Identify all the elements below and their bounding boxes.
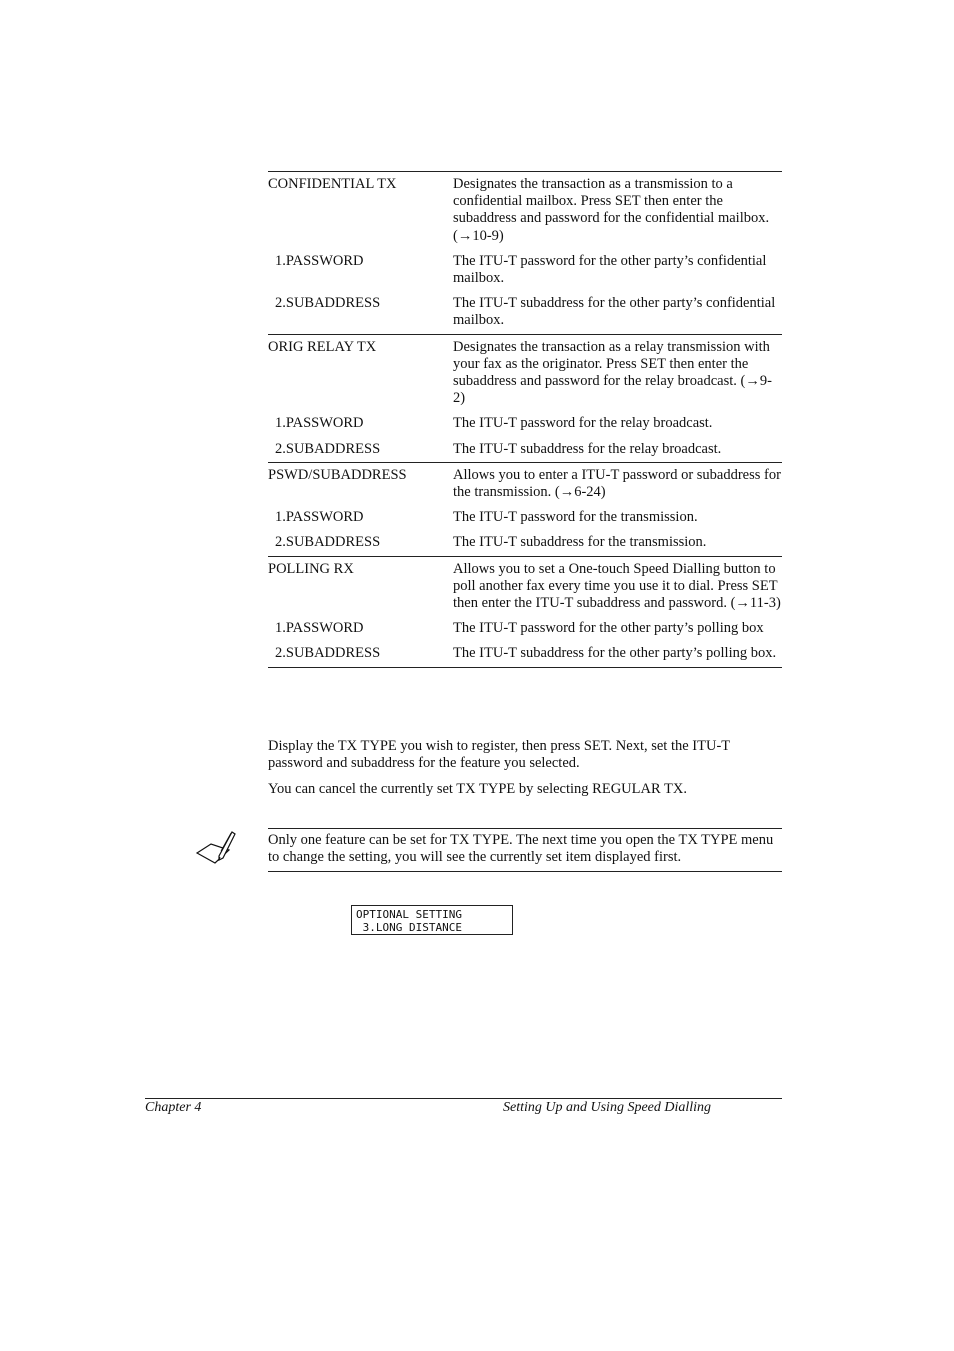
note-box: Only one feature can be set for TX TYPE. The next time you open the TX TYPE menu to change the setting, you will see the currently set item displayed first. (268, 828, 782, 872)
setting-description: Allows you to set a One-touch Speed Dialling button to poll another fax every time you use it to dial. Press SET then enter the ITU-T subaddress and password. (→11-3) (453, 560, 781, 612)
setting-term: 2.SUBADDRESS (275, 440, 381, 457)
table-row (268, 415, 782, 432)
table-row (268, 561, 782, 613)
setting-description: The ITU-T password for the transmission. (453, 509, 698, 526)
setting-term: CONFIDENTIAL TX (268, 176, 397, 192)
setting-description: The ITU-T subaddress for the transmission. (453, 534, 707, 551)
setting-term: 2.SUBADDRESS (275, 295, 381, 312)
table-row (268, 645, 782, 662)
setting-description: The ITU-T password for the other party’s polling box (453, 620, 764, 637)
setting-term: PSWD/SUBADDRESS (268, 466, 407, 483)
table-row (268, 339, 782, 408)
setting-description: The ITU-T subaddress for the other party’s confidential mailbox. (453, 295, 776, 329)
lcd-line-1: OPTIONAL SETTING (356, 908, 462, 921)
table-row (268, 620, 782, 637)
setting-term: POLLING RX (268, 560, 354, 577)
table-row (268, 253, 782, 287)
setting-description: The ITU-T subaddress for the relay broadcast. (453, 440, 722, 457)
setting-description: Designates the transaction as a transmission to a confidential mailbox. Press SET then enter the subaddress and password for the confidential mailbox. (→10-9) (453, 176, 770, 244)
pencil-note-icon (195, 830, 237, 868)
setting-description: Designates the transaction as a relay transmission with your fax as the originator. Press SET then enter the subaddress and password for the relay broadcast. (→9-2) (453, 338, 772, 407)
setting-term: 1.PASSWORD (275, 415, 364, 432)
footer-divider (145, 1098, 782, 1099)
table-row (268, 534, 782, 551)
table-row (268, 467, 782, 501)
setting-term: 1.PASSWORD (275, 509, 364, 526)
lcd-line-2: 3.LONG DISTANCE (356, 921, 462, 934)
table-group-confidential-tx (268, 172, 782, 335)
setting-description: The ITU-T password for the relay broadcast. (453, 415, 713, 432)
setting-term: 2.SUBADDRESS (275, 645, 381, 662)
cancel-paragraph: You can cancel the currently set TX TYPE by selecting REGULAR TX. (268, 781, 687, 797)
table-group-polling-rx (268, 557, 782, 668)
setting-description: Allows you to enter a ITU-T password or subaddress for the transmission. (→6-24) (453, 466, 781, 501)
setting-term: 1.PASSWORD (275, 252, 364, 269)
table-row (268, 176, 782, 245)
table-row (268, 295, 782, 329)
setting-term: 2.SUBADDRESS (275, 534, 381, 551)
setting-description: The ITU-T password for the other party’s confidential mailbox. (453, 252, 767, 287)
footer-section-title: Setting Up and Using Speed Dialling (503, 1100, 712, 1115)
setting-term: ORIG RELAY TX (268, 338, 377, 355)
footer-chapter: Chapter 4 (145, 1100, 202, 1115)
table-row (268, 509, 782, 526)
settings-table (268, 171, 782, 668)
table-group-orig-relay-tx (268, 335, 782, 463)
table-group-pswd-subaddress (268, 463, 782, 557)
table-row (268, 441, 782, 458)
setting-description: The ITU-T subaddress for the other party’s polling box. (453, 645, 777, 662)
setting-term: 1.PASSWORD (275, 620, 364, 637)
lcd-display (351, 905, 513, 935)
instruction-paragraph: Display the TX TYPE you wish to register, then press SET. Next, set the ITU-T password and subaddress for the feature you selected. (268, 738, 730, 772)
